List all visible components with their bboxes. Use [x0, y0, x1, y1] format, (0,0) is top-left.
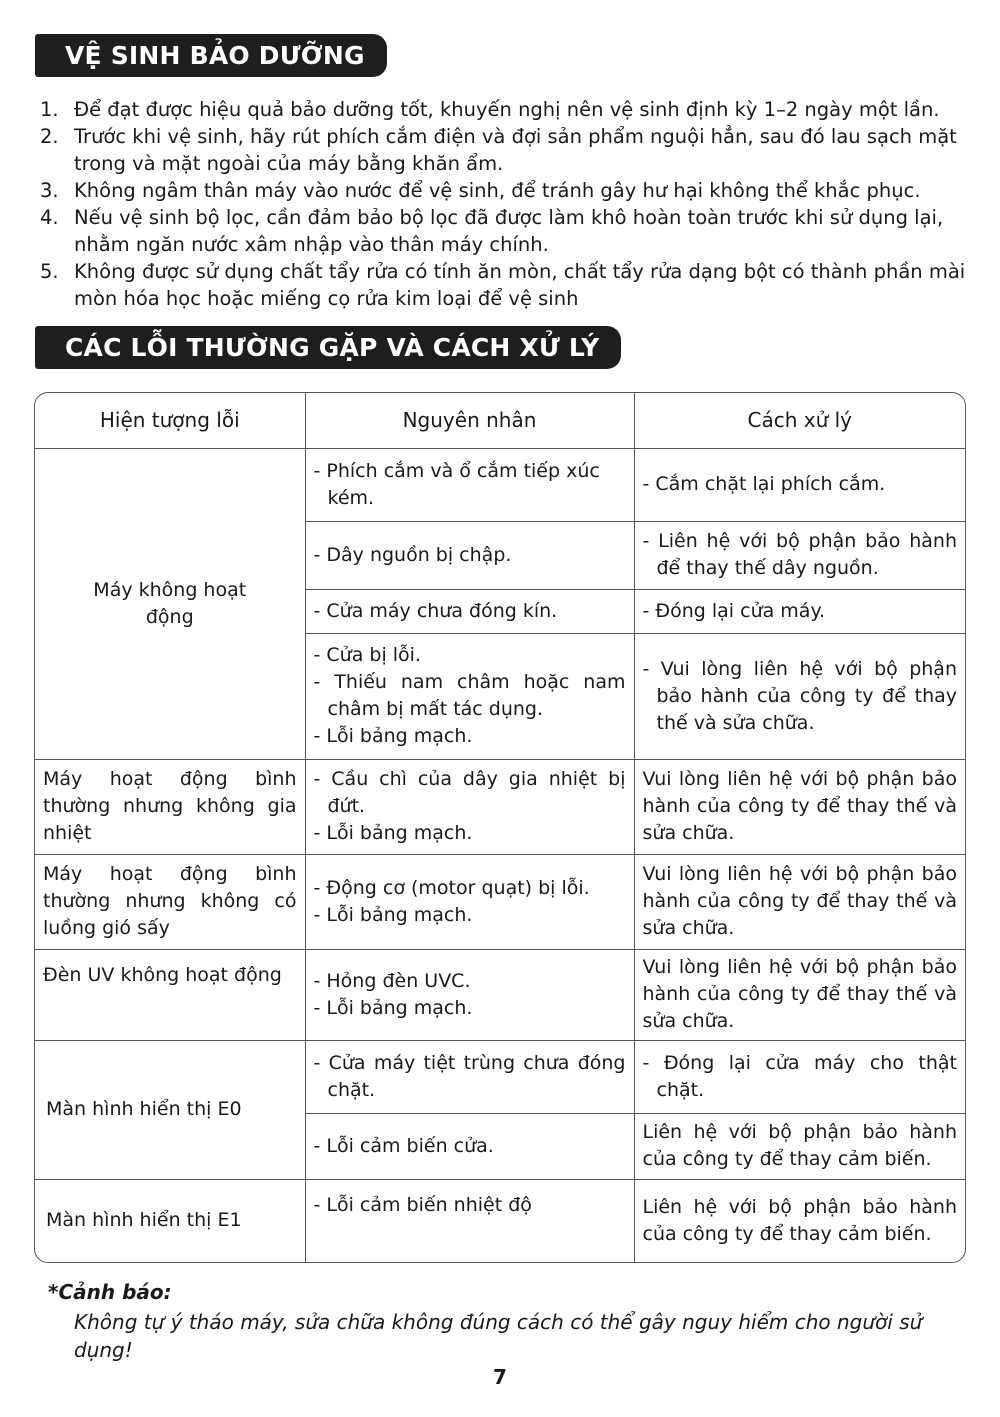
cause-cell — [305, 1040, 634, 1113]
cause-text: - Lỗi bảng mạch. — [313, 903, 473, 926]
fix-cell — [634, 589, 965, 633]
header-symptom: Hiện tượng lỗi — [35, 393, 305, 448]
list-item-number: 2. — [40, 125, 59, 148]
cause-cell — [305, 589, 634, 633]
list-item-text: Trước khi vệ sinh, hãy rút phích cắm điện và đợi sản phẩm nguội hẳn, sau đó lau sạch mặt trong và mặt ngoài của máy bằng khăn ẩm. — [74, 125, 957, 175]
page-number: 7 — [493, 1365, 507, 1389]
header-fix: Cách xử lý — [634, 393, 965, 448]
cause-text: - Dây nguồn bị chập. — [313, 543, 512, 566]
fix-cell: Liên hệ với bộ phận bảo hành của công ty để thay cảm biến. — [634, 1113, 965, 1179]
cause-cell — [305, 1179, 634, 1262]
list-item-number: 1. — [40, 98, 59, 121]
cause-text: - Cầu chì của dây gia nhiệt bị đứt. — [313, 768, 626, 817]
cause-text: - Hỏng đèn UVC. — [313, 969, 471, 992]
fix-text: - Vui lòng liên hệ với bộ phận bảo hành của công ty để thay thế và sửa chữa. — [642, 657, 957, 734]
list-item-number: 5. — [40, 260, 59, 283]
maintenance-list — [40, 96, 985, 312]
table-header-row — [35, 393, 965, 448]
fix-cell — [634, 448, 965, 521]
warning-text: Không tự ý tháo máy, sửa chữa không đúng cách có thể gây nguy hiểm cho người sử dụng! — [74, 1310, 923, 1362]
list-item — [40, 96, 985, 123]
cause-cell — [305, 521, 634, 589]
list-item-number: 4. — [40, 206, 59, 229]
table-row — [35, 1179, 965, 1262]
cause-text: - Thiếu nam châm hoặc nam châm bị mất tác dụng. — [313, 671, 626, 720]
cause-cell — [305, 633, 634, 759]
cause-text: - Lỗi bảng mạch. — [313, 996, 473, 1019]
symptom-cell: Màn hình hiển thị E0 — [35, 1040, 305, 1179]
header-cause: Nguyên nhân — [305, 393, 634, 448]
symptom-cell: Máy không hoạt động — [35, 448, 305, 759]
cause-cell — [305, 949, 634, 1040]
maintenance-heading: VỆ SINH BẢO DƯỠNG — [35, 34, 387, 77]
list-item — [40, 177, 985, 204]
fix-cell — [634, 633, 965, 759]
cause-cell — [305, 448, 634, 521]
cause-text: - Lỗi bảng mạch. — [313, 822, 473, 844]
fix-text: - Đóng lại cửa máy. — [642, 599, 826, 622]
list-item-text: Không được sử dụng chất tẩy rửa có tính ăn mòn, chất tẩy rửa dạng bột có thành phần mài mòn hóa học hoặc miếng cọ rửa kim loại để vệ sinh — [74, 260, 966, 310]
cause-cell — [305, 854, 634, 949]
fix-cell: Vui lòng liên hệ với bộ phận bảo hành của công ty để thay thế và sửa chữa. — [634, 854, 965, 949]
fix-text: - Liên hệ với bộ phận bảo hành để thay thế dây nguồn. — [642, 530, 957, 579]
table-row — [35, 759, 965, 854]
cause-cell — [305, 759, 634, 854]
list-item-text: Nếu vệ sinh bộ lọc, cần đảm bảo bộ lọc đã được làm khô hoàn toàn trước khi sử dụng lại, nhằm ngăn nước xâm nhập vào thân máy chính. — [74, 206, 944, 256]
cause-text: - Lỗi cảm biến nhiệt độ — [313, 1193, 532, 1216]
fix-cell — [634, 521, 965, 589]
table-row — [35, 1040, 965, 1113]
list-item — [40, 123, 985, 177]
symptom-cell: Máy hoạt động bình thường nhưng không có luồng gió sấy — [35, 854, 305, 949]
fix-cell: Vui lòng liên hệ với bộ phận bảo hành của công ty để thay thế và sửa chữa. — [634, 949, 965, 1040]
table-row — [35, 949, 965, 1040]
table-row — [35, 448, 965, 521]
cause-text: - Lỗi bảng mạch. — [313, 725, 473, 747]
symptom-cell: Đèn UV không hoạt động — [35, 949, 305, 1040]
list-item-text: Không ngâm thân máy vào nước để vệ sinh, để tránh gây hư hại không thể khắc phục. — [74, 179, 921, 202]
list-item-text: Để đạt được hiệu quả bảo dưỡng tốt, khuyến nghị nên vệ sinh định kỳ 1–2 ngày một lần. — [74, 98, 940, 121]
fix-cell: Vui lòng liên hệ với bộ phận bảo hành của công ty để thay thế và sửa chữa. — [634, 759, 965, 854]
list-item — [40, 258, 985, 312]
warning-title: *Cảnh báo: — [48, 1280, 172, 1304]
fix-text: - Đóng lại cửa máy cho thật chặt. — [642, 1051, 957, 1101]
list-item — [40, 204, 985, 258]
cause-cell — [305, 1113, 634, 1179]
cause-text: - Phích cắm và ổ cắm tiếp xúc kém. — [313, 459, 600, 509]
fix-cell — [634, 1040, 965, 1113]
symptom-cell: Máy hoạt động bình thường nhưng không gia nhiệt — [35, 759, 305, 854]
fix-text: - Cắm chặt lại phích cắm. — [642, 473, 886, 495]
symptom-cell: Màn hình hiển thị E1 — [35, 1179, 305, 1262]
troubleshooting-heading: CÁC LỖI THƯỜNG GẶP VÀ CÁCH XỬ LÝ — [35, 326, 621, 369]
cause-text: - Cửa máy tiệt trùng chưa đóng chặt. — [313, 1051, 626, 1101]
list-item-number: 3. — [40, 179, 59, 202]
cause-text: - Lỗi cảm biến cửa. — [313, 1134, 494, 1157]
cause-text: - Cửa bị lỗi. — [313, 644, 421, 666]
table-row — [35, 854, 965, 949]
fix-cell: Liên hệ với bộ phận bảo hành của công ty để thay cảm biến. — [634, 1179, 965, 1262]
troubleshooting-table — [34, 392, 966, 1263]
cause-text: - Động cơ (motor quạt) bị lỗi. — [313, 876, 590, 899]
cause-text: - Cửa máy chưa đóng kín. — [313, 599, 558, 622]
